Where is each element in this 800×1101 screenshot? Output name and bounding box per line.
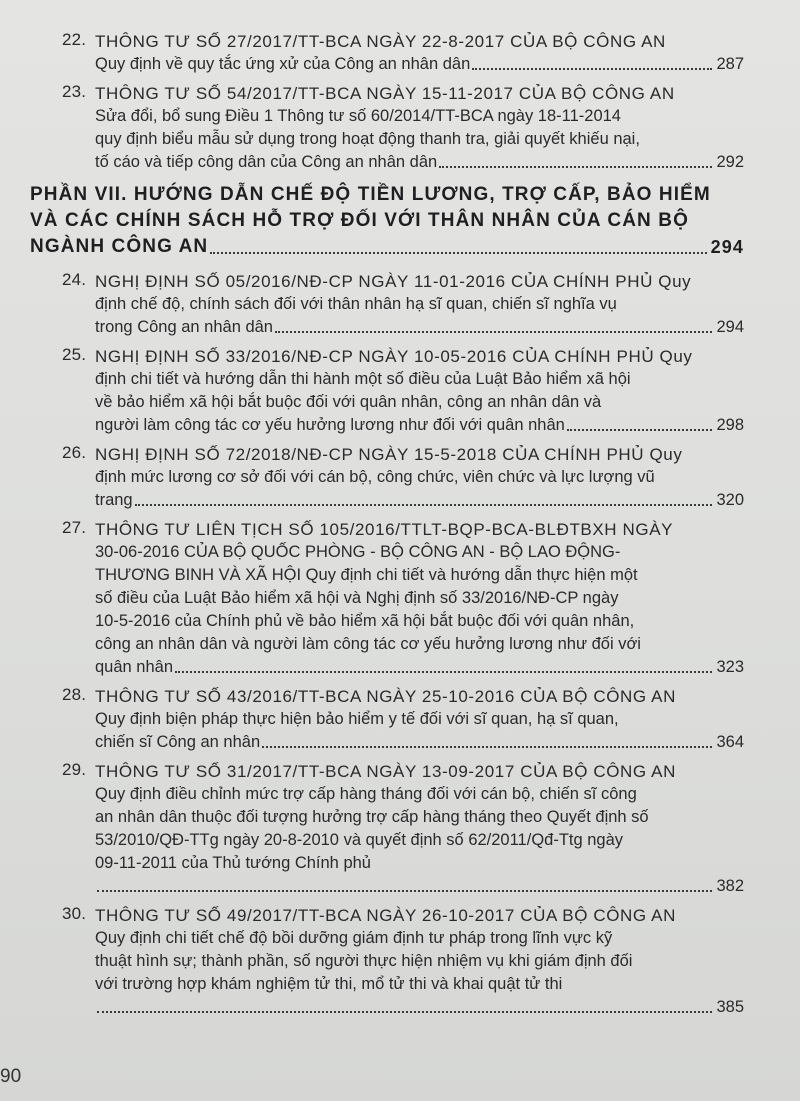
entry-last-line (22, 151, 744, 174)
entry-last-line (22, 489, 744, 512)
entry-description-line: Quy định biện pháp thực hiện bảo hiểm y tế đối với sĩ quan, hạ sĩ quan, (95, 710, 619, 728)
entry-description-line: về bảo hiểm xã hội bắt buộc đối với quân nhân, công an nhân dân và (95, 393, 602, 411)
entry-last-line (22, 414, 744, 437)
dot-leader (175, 671, 712, 673)
entry-number: 30. (62, 904, 87, 923)
dot-leader (262, 746, 712, 748)
entry-heading: THÔNG TƯ SỐ 49/2017/TT-BCA NGÀY 26-10-2017 CỦA BỘ CÔNG AN (95, 906, 676, 925)
table-of-contents (22, 30, 744, 1025)
entry-number: 29. (62, 760, 87, 779)
page-ref: 292 (716, 153, 744, 171)
entry-description-line: công an nhân dân và người làm công tác cơ yếu hưởng lương như đối với (95, 635, 641, 653)
entry-description-line: thuật hình sự; thành phần, số người thực hiện nhiệm vụ khi giám định đối (95, 952, 633, 970)
entry-last-line (22, 996, 744, 1019)
toc-entries-part-vi (22, 30, 744, 174)
entry-description-line: 09-11-2011 của Thủ tướng Chính phủ (95, 854, 371, 872)
entry-number: 26. (62, 443, 87, 462)
entry-heading: NGHỊ ĐỊNH SỐ 33/2016/NĐ-CP NGÀY 10-05-2016 CỦA CHÍNH PHỦ Quy (95, 347, 693, 366)
part-vii-heading (30, 182, 744, 260)
page-ref: 385 (716, 998, 744, 1016)
entry-description-text: chiến sĩ Công an nhân (95, 733, 261, 751)
dot-leader (97, 1011, 712, 1013)
page-ref: 382 (716, 877, 744, 895)
entry-last-line (22, 53, 744, 76)
entry-number: 23. (62, 82, 87, 101)
entry-description-line: 30-06-2016 CỦA BỘ QUỐC PHÒNG - BỘ CÔNG AN - BỘ LAO ĐỘNG- (95, 543, 621, 561)
entry-heading: THÔNG TƯ SỐ 27/2017/TT-BCA NGÀY 22-8-2017 CỦA BỘ CÔNG AN (95, 32, 666, 51)
entry-description-line: quy định biểu mẫu sử dụng trong hoạt động thanh tra, giải quyết khiếu nại, (95, 130, 640, 148)
dot-leader (472, 68, 712, 70)
entry-heading: NGHỊ ĐỊNH SỐ 05/2016/NĐ-CP NGÀY 11-01-2016 CỦA CHÍNH PHỦ Quy (95, 272, 692, 291)
entry-last-line (22, 656, 744, 679)
entry-last-line (22, 731, 744, 754)
entry-heading: NGHỊ ĐỊNH SỐ 72/2018/NĐ-CP NGÀY 15-5-2018 CỦA CHÍNH PHỦ Quy (95, 445, 683, 464)
toc-entry (22, 270, 744, 339)
part-title-line: PHẦN VII. HƯỚNG DẪN CHẾ ĐỘ TIỀN LƯƠNG, TRỢ CẤP, BẢO HIỂM (30, 184, 711, 205)
entry-description-text: trang (95, 491, 133, 509)
part-title-last-line (30, 234, 744, 260)
dot-leader (97, 890, 712, 892)
page-ref: 294 (716, 318, 744, 336)
entry-description-text: Quy định về quy tắc ứng xử của Công an nhân dân (95, 55, 471, 73)
entry-description-text: người làm công tác cơ yếu hưởng lương như đối với quân nhân (95, 416, 565, 434)
entry-description-line: số điều của Luật Bảo hiểm xã hội và Nghị định số 33/2016/NĐ-CP ngày (95, 589, 619, 607)
toc-entry (22, 760, 744, 898)
entry-description-line: định chế độ, chính sách đối với thân nhân hạ sĩ quan, chiến sĩ nghĩa vụ (95, 295, 617, 313)
dot-leader (210, 252, 706, 254)
page-ref: 320 (716, 491, 744, 509)
entry-description-line: THƯƠNG BINH VÀ XÃ HỘI Quy định chi tiết và hướng dẫn thực hiện một (95, 566, 638, 584)
page-ref: 298 (716, 416, 744, 434)
entry-description-text: quân nhân (95, 658, 173, 676)
dot-leader (439, 166, 712, 168)
entry-number: 24. (62, 270, 87, 289)
entry-description-line: Sửa đổi, bổ sung Điều 1 Thông tư số 60/2014/TT-BCA ngày 18-11-2014 (95, 107, 621, 125)
entry-number: 22. (62, 30, 87, 49)
entry-description-line: an nhân dân thuộc đối tượng hưởng trợ cấp hàng tháng theo Quyết định số (95, 808, 649, 826)
entry-description-line: định chi tiết và hướng dẫn thi hành một số điều của Luật Bảo hiểm xã hội (95, 370, 631, 388)
entry-heading: THÔNG TƯ SỐ 43/2016/TT-BCA NGÀY 25-10-2016 CỦA BỘ CÔNG AN (95, 687, 676, 706)
dot-leader (135, 504, 713, 506)
toc-entries-part-vii (22, 270, 744, 1019)
bleed-through-smudge (480, 1012, 590, 1028)
part-title-text: NGÀNH CÔNG AN (30, 236, 209, 257)
entry-description-line: với trường hợp khám nghiệm tử thi, mổ tử thi và khai quật tử thi (95, 975, 563, 993)
page-ref: 287 (716, 55, 744, 73)
entry-last-line (22, 316, 744, 339)
entry-number: 27. (62, 518, 87, 537)
entry-description-line: định mức lương cơ sở đối với cán bộ, công chức, viên chức và lực lượng vũ (95, 468, 655, 486)
part-title-line: VÀ CÁC CHÍNH SÁCH HỖ TRỢ ĐỐI VỚI THÂN NHÂN CỦA CÁN BỘ (30, 210, 689, 231)
page-number: 90 (0, 1066, 22, 1087)
entry-heading: THÔNG TƯ SỐ 54/2017/TT-BCA NGÀY 15-11-2017 CỦA BỘ CÔNG AN (95, 84, 675, 103)
page-ref: 323 (716, 658, 744, 676)
entry-number: 28. (62, 685, 87, 704)
entry-heading: THÔNG TƯ SỐ 31/2017/TT-BCA NGÀY 13-09-2017 CỦA BỘ CÔNG AN (95, 762, 676, 781)
entry-heading: THÔNG TƯ LIÊN TỊCH SỐ 105/2016/TTLT-BQP-BCA-BLĐTBXH NGÀY (95, 520, 674, 539)
entry-description-text: trong Công an nhân dân (95, 318, 273, 336)
entry-description-line: 53/2010/QĐ-TTg ngày 20-8-2010 và quyết định số 62/2011/Qđ-Ttg ngày (95, 831, 624, 849)
toc-entry (22, 518, 744, 679)
toc-entry (22, 30, 744, 76)
entry-description-line: Quy định chi tiết chế độ bồi dưỡng giám định tư pháp trong lĩnh vực kỹ (95, 929, 613, 947)
page-ref: 364 (716, 733, 744, 751)
entry-description-text: tố cáo và tiếp công dân của Công an nhân dân (95, 153, 438, 171)
toc-entry (22, 443, 744, 512)
toc-entry (22, 82, 744, 174)
toc-entry (22, 904, 744, 1019)
entry-description-line: Quy định điều chỉnh mức trợ cấp hàng tháng đối với cán bộ, chiến sĩ công (95, 785, 637, 803)
entry-description-line: 10-5-2016 của Chính phủ về bảo hiểm xã hội bắt buộc đối với quân nhân, (95, 612, 635, 630)
page-ref: 294 (710, 237, 744, 257)
dot-leader (567, 429, 713, 431)
toc-entry (22, 345, 744, 437)
entry-number: 25. (62, 345, 87, 364)
toc-entry (22, 685, 744, 754)
entry-last-line (22, 875, 744, 898)
dot-leader (275, 331, 712, 333)
